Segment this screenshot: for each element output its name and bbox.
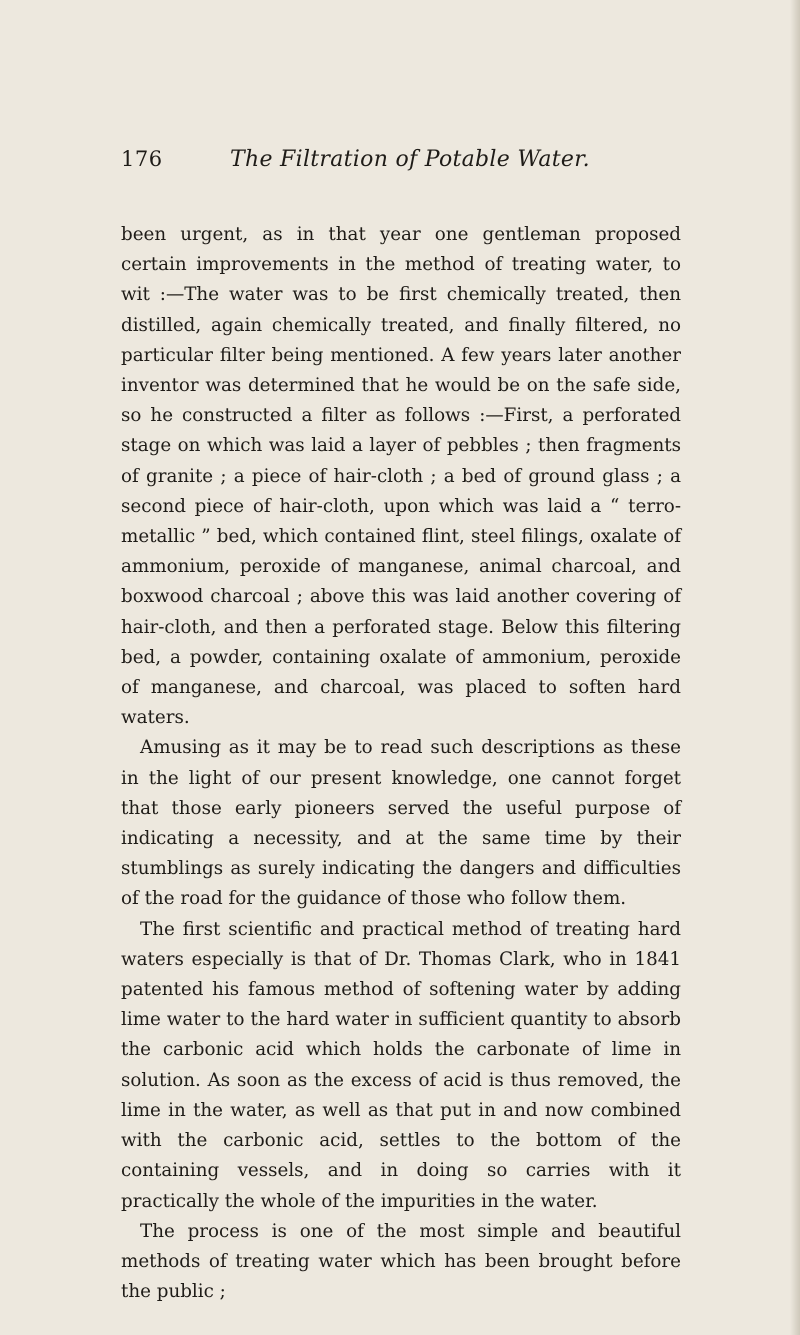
paragraph-continuation: been urgent, as in that year one gentleman proposed certain improvements in the method of treating water, to wit :—The water was to be first chemically treated, then distilled, again chemically treated, and finally filtered, no particular filter being mentioned. A few years later another inventor was determined that he would be on the safe side, so he constructed a filter as follows :—First, a perforated stage on which was laid a layer of pebbles ; then fragments of granite ; a piece of hair-cloth ; a bed of ground glass ; a second piece of hair-cloth, upon which was laid a “ terro-metallic ” bed, which contained flint, steel filings, oxalate of ammonium, peroxide of manganese, animal charcoal, and boxwood charcoal ; above this was laid another covering of hair-cloth, and then a perforated stage. Below this filtering bed, a powder, containing oxalate of ammonium, peroxide of manganese, and charcoal, was placed to soften hard waters. xyxy=(121,224,681,729)
page-edge-shadow xyxy=(790,0,800,1335)
paragraph: Amusing as it may be to read such descriptions as these in the light of our present knowledge, one cannot forget that those early pioneers served the useful purpose of indicating a necessity, and at the same time by their stumblings as surely indicating the dangers and difficulties of the road for the guidance of those who follow them. xyxy=(121,737,681,910)
running-title: The Filtration of Potable Water. xyxy=(230,147,590,172)
page-number: 176 xyxy=(121,147,163,171)
paragraph: The first scientific and practical method of treating hard waters especially is that of Dr. Thomas Clark, who in 1841 patented his famous method of softening water by adding lime water to the hard water in sufficient quantity to absorb the carbonic acid which holds the carbonate of lime in solution. As soon as the excess of acid is thus removed, the lime in the water, as well as that put in and now combined with the carbonic acid, settles to the bottom of the containing vessels, and in doing so carries with it practically the whole of the impurities in the water. xyxy=(121,918,681,1212)
paragraph: The process is one of the most simple and beautiful methods of treating water which has been brought before the public ; xyxy=(121,1220,681,1303)
body-text xyxy=(121,220,681,1307)
page-header xyxy=(0,147,800,187)
